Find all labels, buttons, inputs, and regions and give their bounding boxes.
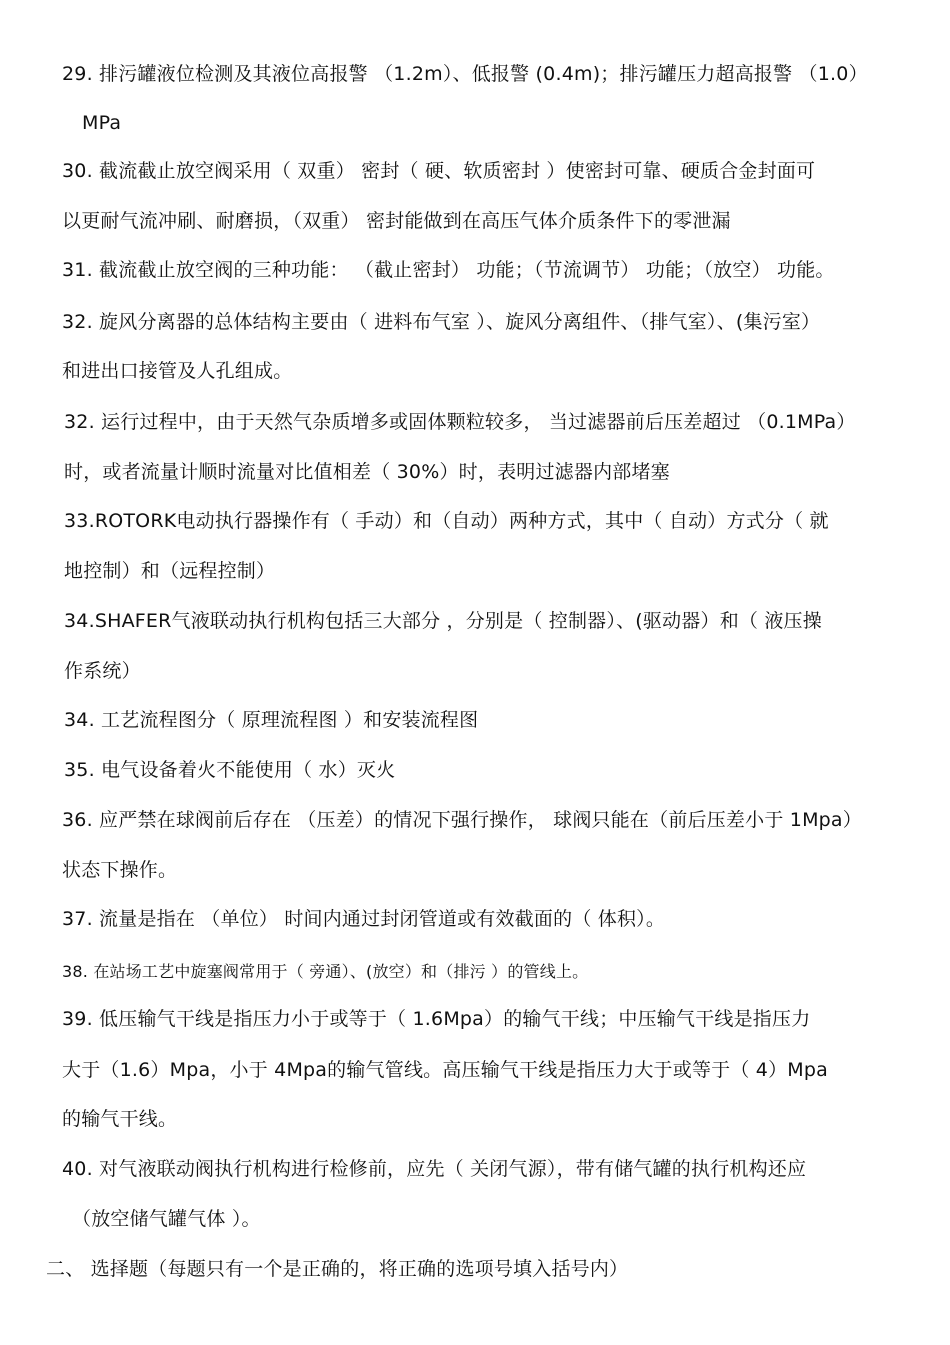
question-32b-line-1: 32. 运行过程中，由于天然气杂质增多或固体颗粒较多， 当过滤器前后压差超过 （0.1MPa） (64, 411, 856, 433)
question-38-line: 38. 在站场工艺中旋塞阀常用于（ 旁通）、(放空）和（排污 ）的管线上。 (62, 962, 589, 981)
question-31-line: 31. 截流截止放空阀的三种功能： （截止密封） 功能；（节流调节） 功能；（放空） 功能。 (62, 259, 835, 281)
question-34a-line-2: 作系统） (64, 660, 141, 682)
section-heading-multiple-choice: 二、 选择题（每题只有一个是正确的，将正确的选项号填入括号内） (46, 1258, 629, 1280)
question-33-line-1: 33.ROTORK电动执行器操作有（ 手动）和（自动）两种方式，其中（ 自动）方式分（ 就 (64, 510, 829, 532)
question-30-line-1: 30. 截流截止放空阀采用（ 双重） 密封（ 硬、软质密封 ）使密封可靠、硬质合金封面可 (62, 160, 816, 182)
question-36-line-1: 36. 应严禁在球阀前后存在 （压差）的情况下强行操作， 球阀只能在（前后压差小于 1Mpa） (62, 809, 862, 831)
question-39-line-2: 大于（1.6）Mpa，小于 4Mpa的输气管线。高压输气干线是指压力大于或等于（ 4）Mpa (62, 1059, 828, 1081)
question-39-line-1: 39. 低压输气干线是指压力小于或等于（ 1.6Mpa）的输气干线；中压输气干线是指压力 (62, 1008, 811, 1030)
question-39-line-3: 的输气干线。 (62, 1108, 178, 1130)
question-40-line-1: 40. 对气液联动阀执行机构进行检修前，应先（ 关闭气源），带有储气罐的执行机构还应 (62, 1158, 807, 1180)
question-35-line: 35. 电气设备着火不能使用（ 水）灭火 (64, 759, 396, 781)
question-32b-line-2: 时，或者流量计顺时流量对比值相差（ 30%）时，表明过滤器内部堵塞 (64, 461, 670, 483)
question-37-line: 37. 流量是指在 （单位） 时间内通过封闭管道或有效截面的（ 体积）。 (62, 908, 666, 930)
question-33-line-2: 地控制）和（远程控制） (64, 560, 276, 582)
question-29-line-2: MPa (82, 112, 122, 134)
question-34b-line: 34. 工艺流程图分（ 原理流程图 ）和安装流程图 (64, 709, 479, 731)
question-29-line-1: 29. 排污罐液位检测及其液位高报警 （1.2m）、低报警 (0.4m)；排污罐压力超高报警 （1.0） (62, 63, 868, 85)
question-36-line-2: 状态下操作。 (62, 859, 178, 881)
question-32a-line-2: 和进出口接管及人孔组成。 (62, 360, 293, 382)
question-32a-line-1: 32. 旋风分离器的总体结构主要由（ 进料布气室 ）、旋风分离组件、（排气室）、(集污室） (62, 311, 821, 333)
question-30-line-2: 以更耐气流冲刷、耐磨损，（双重） 密封能做到在高压气体介质条件下的零泄漏 (62, 210, 731, 232)
question-34a-line-1: 34.SHAFER气液联动执行机构包括三大部分 ，分别是（ 控制器）、(驱动器）和（ 液压操 (64, 610, 822, 632)
question-40-line-2: （放空储气罐气体 ）。 (72, 1208, 261, 1230)
